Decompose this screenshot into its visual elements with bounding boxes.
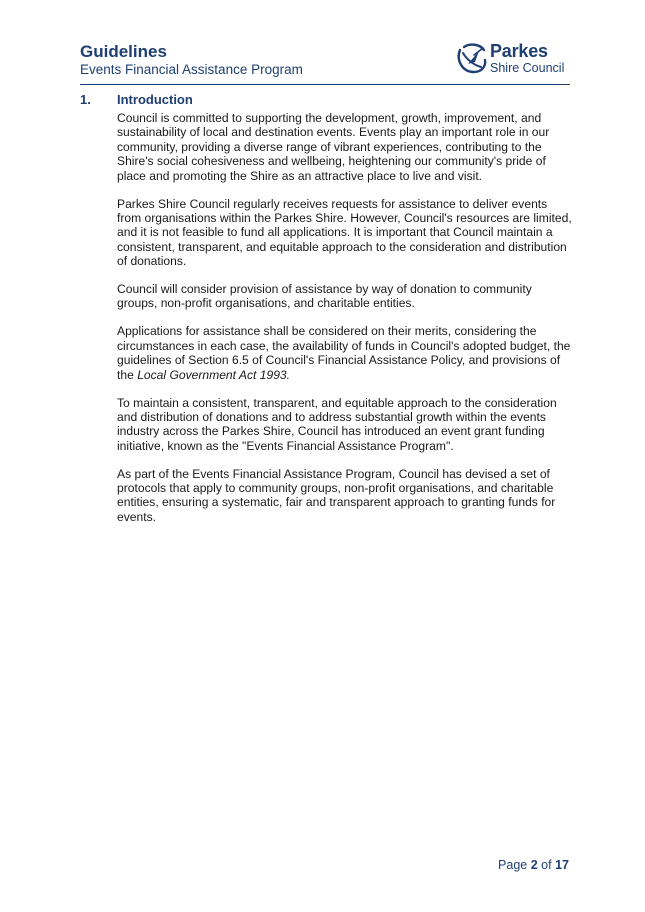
section-heading — [80, 92, 570, 107]
page-current: 2 — [530, 858, 538, 872]
logo-wordmark-shire-council: Shire Council — [490, 61, 565, 75]
page-header — [80, 40, 570, 85]
paragraph-commitment: Council is committed to supporting the development, growth, improvement, and sustainability of local and destination events. Events play an important role in our community, providing a diverse range of vibrant experiences, contributing to the Shire's social cohesiveness and wellbeing, heightening our community's pride of place and promoting the Shire as an attractive place to live and visit. — [117, 111, 550, 183]
act-reference: Local Government Act 1993. — [137, 367, 291, 382]
paragraph-program-intro: To maintain a consistent, transparent, and equitable approach to the consideration and distribution of donations and to address substantial growth within the events industry across the Parkes Shire, Council has introduced an event grant funding initiative, known as the "Events Financial Assistance Program". — [117, 395, 557, 453]
section-title: Introduction — [117, 92, 193, 107]
of-label: of — [541, 858, 552, 872]
document-title: Guidelines — [80, 42, 167, 61]
parkes-shire-council-logo — [454, 40, 568, 78]
section-body — [117, 111, 573, 538]
paragraph-merits-text: Applications for assistance shall be considered on their merits, considering the circumstances in each case, the availability of funds in Council's adopted budget, the guidelines of Section 6.5 of Council's Financial Assistance Policy, and provisions of the — [117, 324, 571, 382]
page-number — [498, 858, 569, 872]
paragraph-eligibility: Council will consider provision of assistance by way of donation to community groups, non-profit organisations, and charitable entities. — [117, 282, 532, 311]
document-subtitle: Events Financial Assistance Program — [80, 62, 303, 77]
paragraph-requests: Parkes Shire Council regularly receives requests for assistance to deliver events from organisations within the Parkes Shire. However, Council's resources are limited, and it is not feasible to fund all applications. It is important that Council maintain a consistent, transparent, and equitable approach to the consideration and distribution of donations. — [117, 196, 572, 269]
page-total: 17 — [555, 858, 569, 872]
section-number: 1. — [80, 92, 91, 107]
paragraph-protocols: As part of the Events Financial Assistance Program, Council has devised a set of protocols that apply to community groups, non-profit organisations, and charitable entities, ensuring a systematic, fair and transparent approach to granting funds for events. — [117, 466, 556, 524]
logo-wordmark-parkes: Parkes — [490, 41, 548, 61]
paragraph-merits — [117, 324, 573, 382]
page-label: Page — [498, 858, 528, 872]
parkes-swirl-logo-icon — [454, 40, 490, 76]
